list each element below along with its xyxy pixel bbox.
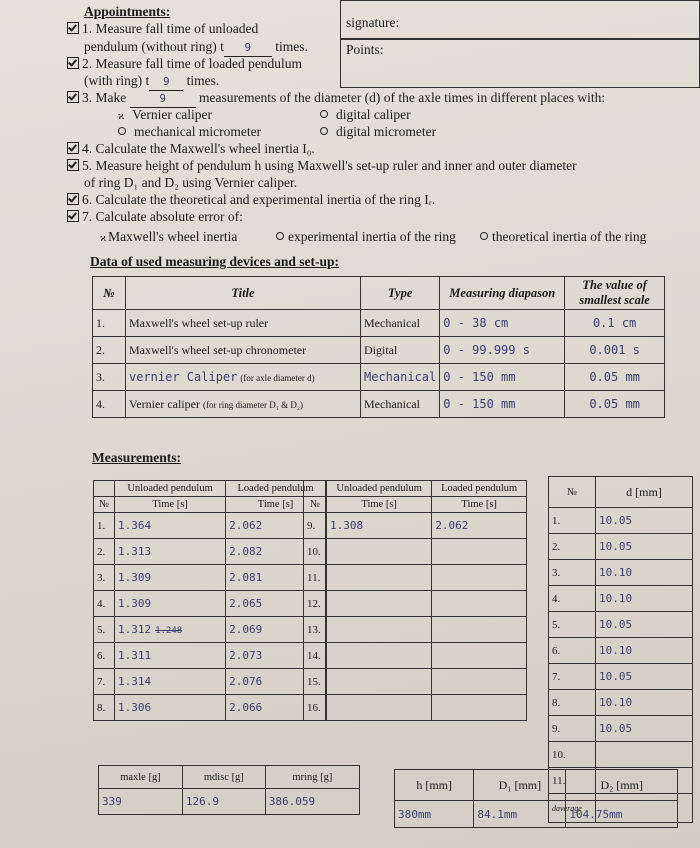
crossed-out-value: 1.248: [155, 626, 183, 636]
task-1-line-1: 1. Measure fall time of unloaded: [67, 21, 258, 37]
task-5-line-1: 5. Measure height of pendulum h using Maxwell's set-up ruler and inner and outer diameter: [67, 158, 577, 174]
row-number: 6.: [94, 643, 115, 669]
radio-empty-icon: [276, 232, 284, 240]
table-row: [549, 612, 693, 638]
table-row: [93, 391, 665, 418]
checkbox-checked-icon[interactable]: [67, 142, 79, 154]
col-header: №: [549, 477, 596, 508]
unloaded-time[interactable]: 1.364: [115, 513, 226, 539]
radio-empty-icon: [480, 232, 488, 240]
col-header: mring [g]: [265, 766, 359, 789]
checkbox-checked-icon[interactable]: [67, 22, 79, 34]
device-type[interactable]: Mechanical: [361, 364, 440, 391]
table-row: [549, 586, 693, 612]
points-box[interactable]: [340, 38, 700, 88]
col-header: The value of smallest scale: [565, 277, 665, 310]
devices-title: Data of used measuring devices and set-up:: [90, 254, 340, 269]
row-number: 10.: [304, 539, 327, 565]
option-digital-micrometer[interactable]: digital micrometer: [320, 124, 436, 140]
table-row: [94, 565, 326, 591]
loaded-time[interactable]: [432, 695, 527, 721]
device-title[interactable]: vernier Caliper (for axle diameter d): [126, 364, 361, 391]
table-row: [549, 664, 693, 690]
unloaded-time[interactable]: 1.309: [115, 565, 226, 591]
checkbox-checked-icon[interactable]: [67, 91, 79, 103]
loaded-time[interactable]: [432, 539, 527, 565]
device-title: Vernier caliper (for ring diameter D₁ & D₂): [126, 391, 361, 418]
row-number: 7.: [94, 669, 115, 695]
option-digital-caliper[interactable]: digital caliper: [320, 107, 411, 123]
row-number: 2.: [93, 337, 126, 364]
task-1-line-2: pendulum (without ring) t 9 times.: [84, 39, 308, 57]
table-row: [304, 695, 527, 721]
checkbox-checked-icon[interactable]: [67, 193, 79, 205]
signature-box[interactable]: [340, 0, 700, 40]
table-row: [94, 617, 326, 643]
task-7: 7. Calculate absolute error of:: [67, 209, 243, 225]
option-maxwell-inertia[interactable]: ϰ Maxwell's wheel inertia: [100, 229, 238, 244]
row-number: 4.: [549, 586, 596, 612]
option-vernier-caliper[interactable]: ϰ Vernier caliper: [118, 107, 212, 122]
checkbox-checked-icon[interactable]: [67, 210, 79, 222]
device-range[interactable]: 0 - 38 cm: [440, 310, 565, 337]
row-number: 12.: [304, 591, 327, 617]
row-number: 11.: [549, 768, 596, 794]
loaded-time[interactable]: 2.073: [226, 643, 326, 669]
diameter-value[interactable]: 10.05: [596, 664, 693, 690]
loaded-time[interactable]: [432, 565, 527, 591]
height-value[interactable]: 380mm: [395, 801, 474, 828]
row-number: 9.: [549, 716, 596, 742]
row-number: 3.: [93, 364, 126, 391]
table-row: [94, 669, 326, 695]
unloaded-time[interactable]: [327, 539, 432, 565]
task-1-count: 9: [224, 40, 272, 57]
device-range[interactable]: 0 - 99.999 s: [440, 337, 565, 364]
row-number: 5.: [549, 612, 596, 638]
device-title: Maxwell's wheel set-up chronometer: [126, 337, 361, 364]
row-number: 16.: [304, 695, 327, 721]
radio-empty-icon: [118, 127, 126, 135]
device-type: Digital: [361, 337, 440, 364]
table-row: [94, 695, 326, 721]
task-2-count: 9: [149, 74, 183, 91]
loaded-time[interactable]: [432, 669, 527, 695]
mass-axle-value[interactable]: 339: [99, 789, 183, 815]
diameter-value[interactable]: 10.05: [596, 508, 693, 534]
loaded-time[interactable]: 2.062: [432, 513, 527, 539]
unloaded-time[interactable]: 1.313: [115, 539, 226, 565]
device-range[interactable]: 0 - 150 mm: [440, 364, 565, 391]
unloaded-time[interactable]: [327, 643, 432, 669]
checkbox-checked-icon[interactable]: [67, 57, 79, 69]
col-header: d [mm]: [596, 477, 693, 508]
table-row: [549, 716, 693, 742]
table-row: [549, 638, 693, 664]
table-row: [304, 513, 527, 539]
row-number: 15.: [304, 669, 327, 695]
unloaded-time[interactable]: [327, 591, 432, 617]
row-number: 2.: [94, 539, 115, 565]
row-number: 2.: [549, 534, 596, 560]
col-header: №: [93, 277, 126, 310]
devices-table: [92, 276, 665, 418]
loaded-time[interactable]: 2.069: [226, 617, 326, 643]
col-header: Time [s]: [327, 497, 432, 513]
loaded-time[interactable]: 2.065: [226, 591, 326, 617]
mass-disc-value[interactable]: 126.9: [182, 789, 265, 815]
col-header: maxle [g]: [99, 766, 183, 789]
row-number: 10.: [549, 742, 596, 768]
col-header: D₂ [mm]: [566, 770, 678, 801]
col-header: Time [s]: [115, 497, 226, 513]
table-row: [93, 364, 665, 391]
unloaded-time[interactable]: 1.309: [115, 591, 226, 617]
device-title: Maxwell's wheel set-up ruler: [126, 310, 361, 337]
unloaded-time[interactable]: [327, 617, 432, 643]
table-row: [304, 565, 527, 591]
loaded-time[interactable]: [432, 591, 527, 617]
loaded-time[interactable]: 2.082: [226, 539, 326, 565]
d2-value[interactable]: 104.75mm: [566, 801, 678, 828]
loaded-time[interactable]: 2.062: [226, 513, 326, 539]
average-label: daverage: [549, 794, 596, 823]
task-3-line: 3. Make 9 measurements of the diameter (d) of the axle times in different places with:: [67, 90, 605, 108]
col-header: Loaded pendulum: [226, 481, 326, 497]
points-label: Points:: [346, 42, 384, 57]
col-header: №: [94, 497, 115, 513]
times-table-left: [93, 480, 326, 721]
col-header: Time [s]: [432, 497, 527, 513]
col-header: D₁ [mm]: [474, 770, 566, 801]
device-scale[interactable]: 0.05 mm: [565, 364, 665, 391]
device-type: Mechanical: [361, 391, 440, 418]
diameter-value[interactable]: 10.10: [596, 638, 693, 664]
diameter-value[interactable]: 10.05: [596, 716, 693, 742]
signature-label: signature:: [346, 15, 400, 30]
table-row: [93, 310, 665, 337]
option-experimental-inertia[interactable]: experimental inertia of the ring: [276, 229, 456, 245]
task-6: 6. Calculate the theoretical and experimental inertia of the ring Iᵣ.: [67, 192, 435, 208]
col-header: Unloaded pendulum: [115, 481, 226, 497]
mass-ring-value[interactable]: 386.059: [265, 789, 359, 815]
col-header: Unloaded pendulum: [327, 481, 432, 497]
unloaded-time[interactable]: [327, 695, 432, 721]
loaded-time[interactable]: 2.081: [226, 565, 326, 591]
unloaded-time[interactable]: 1.311: [115, 643, 226, 669]
radio-empty-icon: [320, 127, 328, 135]
table-row: [549, 508, 693, 534]
unloaded-time[interactable]: 1.306: [115, 695, 226, 721]
loaded-time[interactable]: 2.066: [226, 695, 326, 721]
table-row: [94, 643, 326, 669]
col-header: h [mm]: [395, 770, 474, 801]
row-number: 4.: [94, 591, 115, 617]
masses-table: [98, 765, 360, 815]
table-row: [549, 560, 693, 586]
loaded-time[interactable]: 2.076: [226, 669, 326, 695]
row-number: 6.: [549, 638, 596, 664]
col-header: Measuring diapason: [440, 277, 565, 310]
loaded-time[interactable]: [432, 617, 527, 643]
table-row: [304, 643, 527, 669]
device-range[interactable]: 0 - 150 mm: [440, 391, 565, 418]
checkbox-checked-icon[interactable]: [67, 159, 79, 171]
measurements-title: Measurements:: [92, 450, 181, 465]
table-row: [549, 534, 693, 560]
device-scale[interactable]: 0.05 mm: [565, 391, 665, 418]
col-header: Type: [361, 277, 440, 310]
device-scale[interactable]: 0.1 cm: [565, 310, 665, 337]
row-number: 7.: [549, 664, 596, 690]
option-selected-icon: ϰ: [100, 232, 107, 244]
col-header: Time [s]: [226, 497, 326, 513]
table-row: [94, 591, 326, 617]
row-number: 1.: [93, 310, 126, 337]
table-row: [304, 617, 527, 643]
diameter-value[interactable]: [596, 742, 693, 768]
task-2-line-2: (with ring) t 9 times.: [84, 73, 219, 91]
task-2-line-1: 2. Measure fall time of loaded pendulum: [67, 56, 302, 72]
loaded-time[interactable]: [432, 643, 527, 669]
table-row: [94, 539, 326, 565]
table-row: [549, 690, 693, 716]
task-3-count: 9: [130, 91, 196, 108]
col-header: Title: [126, 277, 361, 310]
row-number: 5.: [94, 617, 115, 643]
row-number: 14.: [304, 643, 327, 669]
col-header: mdisc [g]: [182, 766, 265, 789]
table-row: [304, 591, 527, 617]
radio-empty-icon: [320, 110, 328, 118]
dimensions-table: [394, 769, 678, 828]
table-row: [549, 742, 693, 768]
col-header: Loaded pendulum: [432, 481, 527, 497]
unloaded-time[interactable]: 1.308: [327, 513, 432, 539]
option-theoretical-inertia[interactable]: theoretical inertia of the ring: [480, 229, 646, 245]
row-number: 11.: [304, 565, 327, 591]
diameter-value[interactable]: 10.10: [596, 560, 693, 586]
unloaded-time[interactable]: 1.312 1.248: [115, 617, 226, 643]
table-row: [94, 513, 326, 539]
row-number: 3.: [549, 560, 596, 586]
row-number: 3.: [94, 565, 115, 591]
task-5-line-2: of ring D₁ and D₂ using Vernier caliper.: [84, 175, 298, 190]
row-number: 8.: [94, 695, 115, 721]
diameter-value[interactable]: 10.05: [596, 534, 693, 560]
unloaded-time[interactable]: [327, 669, 432, 695]
row-number: 13.: [304, 617, 327, 643]
diameter-value[interactable]: 10.10: [596, 690, 693, 716]
option-selected-icon: ϰ: [118, 110, 125, 122]
row-number: 4.: [93, 391, 126, 418]
row-number: 1.: [94, 513, 115, 539]
device-scale[interactable]: 0.001 s: [565, 337, 665, 364]
diameter-value[interactable]: 10.05: [596, 612, 693, 638]
unloaded-time[interactable]: 1.314: [115, 669, 226, 695]
appointments-title: Appointments:: [84, 4, 171, 19]
row-number: 8.: [549, 690, 596, 716]
device-type: Mechanical: [361, 310, 440, 337]
task-4: 4. Calculate the Maxwell's wheel inertia I₀.: [67, 141, 315, 157]
col-header: №: [304, 497, 327, 513]
unloaded-time[interactable]: [327, 565, 432, 591]
d1-value[interactable]: 84.1mm: [474, 801, 566, 828]
row-number: 9.: [304, 513, 327, 539]
times-table-right: [303, 480, 527, 721]
table-row: [304, 539, 527, 565]
option-mechanical-micrometer[interactable]: mechanical micrometer: [118, 124, 261, 140]
diameter-value[interactable]: 10.10: [596, 586, 693, 612]
table-row: [93, 337, 665, 364]
row-number: 1.: [549, 508, 596, 534]
table-row: [304, 669, 527, 695]
